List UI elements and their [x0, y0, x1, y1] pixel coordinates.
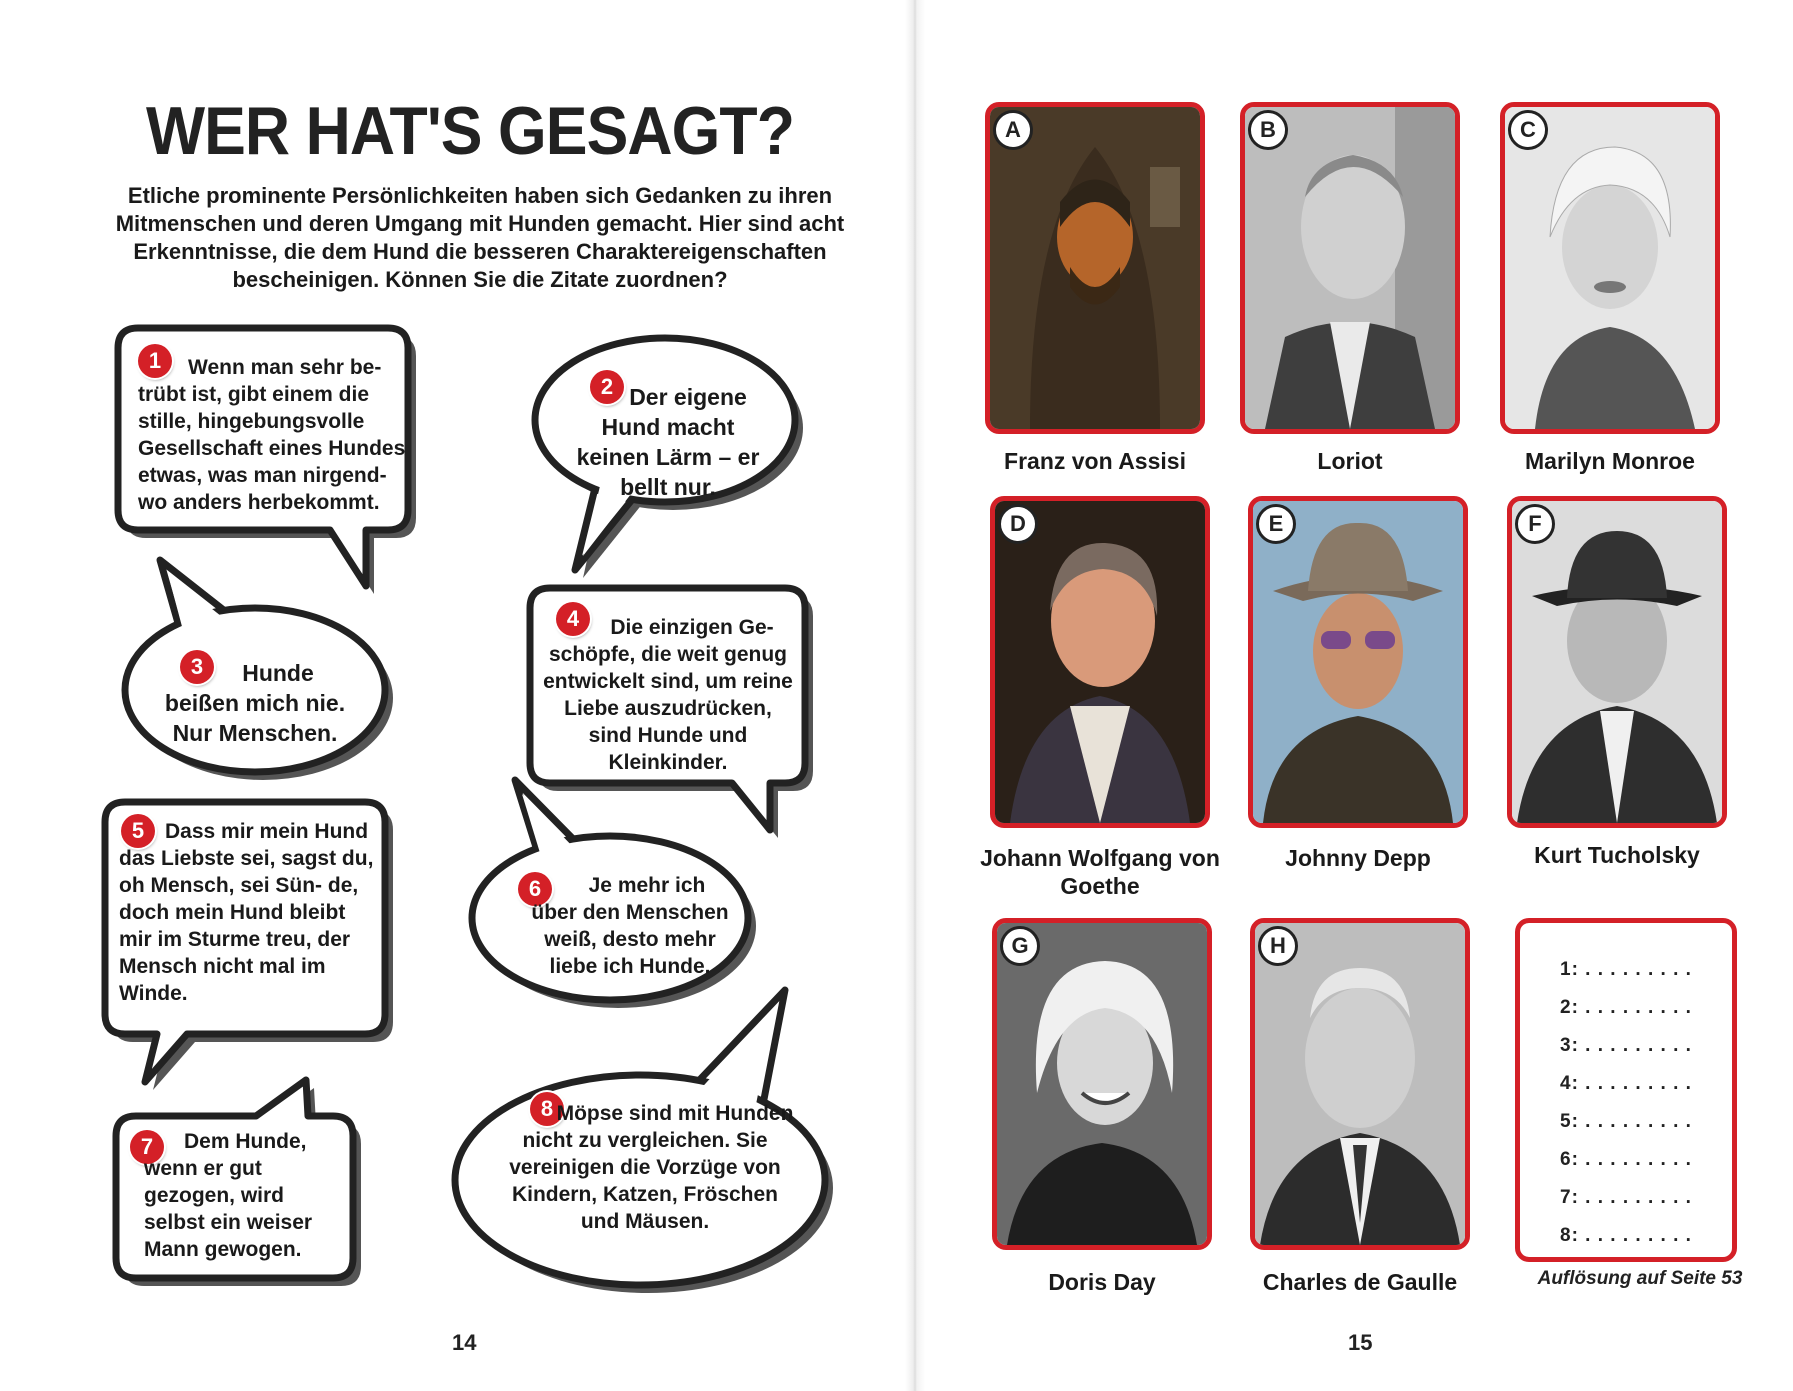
quote-number-4: 4 [556, 602, 590, 636]
quote-number-7: 7 [130, 1130, 164, 1164]
portrait-card-b [1240, 102, 1458, 474]
person-name-g: Doris Day [1048, 1269, 1156, 1295]
quote-number-5: 5 [121, 814, 155, 848]
answer-line-2[interactable]: 2: . . . . . . . . . [1560, 997, 1692, 1018]
answer-line-8[interactable]: 8: . . . . . . . . . [1560, 1225, 1692, 1246]
quote-text-6: Je mehr ich über den Menschen weiß, desto mehr liebe ich Hunde. [531, 874, 729, 978]
quote-text-7: Dem Hunde, wenn er gut gezogen, wird selbst ein weiser Mann gewogen. [144, 1130, 313, 1261]
page-number-right: 15 [1348, 1330, 1373, 1355]
person-name-f: Kurt Tucholsky [1534, 842, 1700, 868]
quote-number-8: 8 [530, 1092, 564, 1126]
quote-text-2: Der eigene Hund macht keinen Lärm – er bellt nur. [576, 384, 760, 500]
answer-line-3[interactable]: 3: . . . . . . . . . [1560, 1035, 1692, 1056]
page-number-left: 14 [452, 1330, 477, 1355]
portrait-card-h [1250, 918, 1468, 1295]
portrait-card-c [1500, 102, 1718, 474]
person-name-e: Johnny Depp [1285, 845, 1431, 871]
person-name-c: Marilyn Monroe [1525, 448, 1695, 474]
answer-line-4[interactable]: 4: . . . . . . . . . [1560, 1073, 1692, 1094]
quote-text-5: Dass mir mein Hund das Liebste sei, sagst du, oh Mensch, sei Sün- de, doch mein Hund bleibt mir im Sturme treu, der Mensch nicht mal im Winde. [119, 820, 374, 1005]
portrait-letter-e: E [1256, 504, 1296, 544]
quote-text-4: Die einzigen Ge- schöpfe, die weit genug entwickelt sind, um reine Liebe auszudrücken, sind Hunde und Kleinkinder. [543, 616, 793, 774]
quote-number-3: 3 [180, 650, 214, 684]
portrait-letter-d: D [998, 504, 1038, 544]
portrait-image-c [1505, 107, 1715, 429]
quote-text-1: Wenn man sehr be- trübt ist, gibt einem die stille, hingebungsvolle Gesellschaft eines Hundes etwas, was man nirgend- wo anders herbekommt. [138, 356, 406, 514]
portrait-image-h [1255, 923, 1465, 1245]
portrait-letter-c: C [1508, 110, 1548, 150]
portrait-image-e [1253, 501, 1463, 823]
answer-line-6[interactable]: 6: . . . . . . . . . [1560, 1149, 1692, 1170]
quote-number-2: 2 [590, 370, 624, 404]
intro-text: Etliche prominente Persönlichkeiten haben sich Gedanken zu ihren Mitmenschen und deren Umgang mit Hunden gemacht. Hier sind acht Erkenntnisse, die dem Hund die besseren Charaktereigenschaften bescheinigen. Können Sie die Zitate zuordnen? [115, 183, 845, 292]
portrait-letter-h: H [1258, 926, 1298, 966]
person-name-h: Charles de Gaulle [1262, 1269, 1458, 1295]
answer-line-1[interactable]: 1: . . . . . . . . . [1560, 959, 1692, 980]
portrait-card-f [1507, 496, 1725, 868]
portrait-image-f [1512, 501, 1722, 823]
portrait-letter-f: F [1515, 504, 1555, 544]
portrait-card-e [1248, 496, 1466, 871]
portrait-letter-a: A [993, 110, 1033, 150]
page-title: WER HAT'S GESAGT? [146, 93, 794, 169]
answer-card [1515, 918, 1737, 1262]
portrait-image-b [1245, 107, 1455, 429]
person-name-d: Johann Wolfgang von Goethe [980, 845, 1220, 899]
person-name-a: Franz von Assisi [1004, 448, 1186, 474]
portrait-letter-g: G [1000, 926, 1040, 966]
portrait-image-g [997, 923, 1207, 1245]
portrait-card-a [985, 102, 1203, 474]
portrait-card-d [980, 496, 1220, 899]
portrait-image-a [990, 107, 1200, 429]
person-name-b: Loriot [1317, 448, 1383, 474]
portrait-card-g [992, 918, 1210, 1295]
book-spine [905, 0, 925, 1391]
answer-line-5[interactable]: 5: . . . . . . . . . [1560, 1111, 1692, 1132]
solution-note: Auflösung auf Seite 53 [1537, 1268, 1743, 1289]
quote-text-3: Hunde beißen mich nie. Nur Menschen. [164, 660, 346, 746]
quote-number-1: 1 [138, 344, 172, 378]
answer-line-7[interactable]: 7: . . . . . . . . . [1560, 1187, 1692, 1208]
quote-text-8: Möpse sind mit Hunden nicht zu vergleichen. Sie vereinigen die Vorzüge von Kindern, Katzen, Fröschen und Mäusen. [509, 1102, 794, 1233]
portrait-image-d [995, 501, 1205, 823]
portrait-letter-b: B [1248, 110, 1288, 150]
quote-number-6: 6 [518, 872, 552, 906]
